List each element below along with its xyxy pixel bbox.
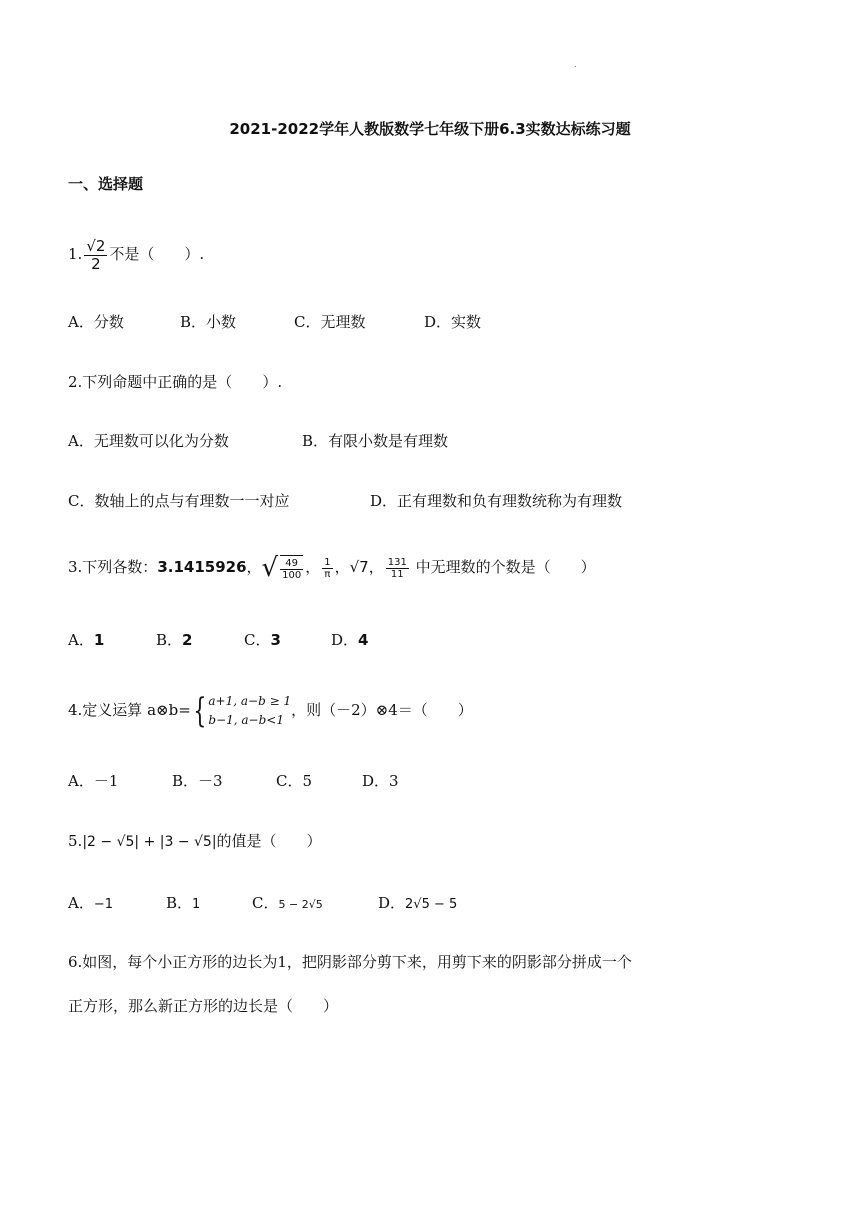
fraction-numerator: 49 <box>280 558 303 570</box>
question-5-suffix: 的值是（ ） <box>216 832 322 850</box>
absolute-value-expression: |2 − √5| + |3 − √5| <box>82 834 217 850</box>
option-a[interactable] <box>68 633 104 648</box>
section-heading: 一、选择题 <box>68 175 144 193</box>
option-value: 2√5 − 5 <box>405 897 458 912</box>
left-brace-icon: { <box>193 691 207 732</box>
option-label: A． <box>68 631 94 649</box>
question-1 <box>68 238 204 272</box>
option-d[interactable]: D．3 <box>362 772 399 790</box>
option-a[interactable] <box>68 896 113 911</box>
question-4-suffix: ，则（－2）⊗4＝（ ） <box>291 701 473 720</box>
fraction-numerator: √2 <box>86 237 106 255</box>
fraction-denominator: π <box>324 568 331 580</box>
page-title: 2021-2022学年人教版数学七年级下册6.3实数达标练习题 <box>229 120 631 138</box>
option-label: A． <box>68 894 94 912</box>
question-2: 2.下列命题中正确的是（ ）. <box>68 373 283 391</box>
question-4 <box>68 692 473 730</box>
option-c[interactable]: C．数轴上的点与有理数一一对应 <box>68 492 290 510</box>
question-6-line1: 6.如图，每个小正方形的边长为1，把阴影部分剪下来，用剪下来的阴影部分拼成一个 <box>68 953 632 971</box>
option-label: B． <box>156 631 183 649</box>
option-d[interactable] <box>331 633 368 648</box>
question-5-number: 5. <box>68 832 83 850</box>
piecewise-cases <box>208 692 291 730</box>
option-label: C． <box>252 894 279 912</box>
option-label: B． <box>166 894 193 912</box>
question-5 <box>68 834 322 849</box>
option-c[interactable] <box>252 896 323 911</box>
fraction-49-100 <box>280 555 303 581</box>
option-value: 1 <box>93 631 105 649</box>
sqrt2-over-2-fraction <box>84 238 107 272</box>
option-b[interactable]: B．－3 <box>172 772 223 790</box>
question-3-suffix: 中无理数的个数是（ ） <box>415 558 596 576</box>
question-6-line2: 正方形，那么新正方形的边长是（ ） <box>68 997 339 1015</box>
decimal-number: 3.1415926 <box>157 558 247 576</box>
option-c[interactable]: C．无理数 <box>294 313 366 331</box>
radical-icon: √ <box>261 553 279 583</box>
option-c[interactable] <box>244 633 281 648</box>
option-value: 2 <box>182 631 193 649</box>
question-1-text: 不是（ ）. <box>109 245 205 263</box>
option-label: C． <box>244 631 271 649</box>
option-b[interactable] <box>166 896 200 911</box>
fraction-numerator: 1 <box>324 556 331 568</box>
sqrt7: √7 <box>349 558 369 576</box>
header-mark: . <box>574 60 577 69</box>
option-value: 4 <box>358 631 369 649</box>
option-d[interactable] <box>378 896 457 911</box>
option-value: 3 <box>270 631 281 649</box>
question-3: 3.下列各数：3.1415926，√ $\frac{49}{100}$ ， $\frac{1}{\pi}$ ，√7， $\frac{131}{11}$ 中无理数的个数是（ ） <box>68 553 596 583</box>
option-b[interactable] <box>156 633 192 648</box>
case-1: a+1, a−b ≥ 1 <box>208 694 292 708</box>
fraction-131-11 <box>386 557 409 580</box>
one-over-pi-fraction <box>322 557 332 580</box>
fraction-numerator: 131 <box>387 556 407 568</box>
question-3-prefix: 3.下列各数： <box>68 558 158 576</box>
option-b[interactable]: B．有限小数是有理数 <box>302 432 449 450</box>
option-value: −1 <box>93 897 114 912</box>
option-d[interactable]: D．实数 <box>424 313 482 331</box>
case-2: b−1, a−b<1 <box>208 713 284 728</box>
fraction-denominator: 2 <box>91 254 101 273</box>
option-a[interactable]: A．无理数可以化为分数 <box>68 432 229 450</box>
option-c[interactable]: C．5 <box>276 772 313 790</box>
option-d[interactable]: D．正有理数和负有理数统称为有理数 <box>370 492 623 510</box>
question-1-number: 1. <box>68 245 83 263</box>
sqrt-fraction <box>262 555 306 581</box>
option-a[interactable]: A．分数 <box>68 313 124 331</box>
fraction-denominator: 11 <box>390 568 404 580</box>
option-label: D． <box>378 894 406 912</box>
fraction-denominator: 100 <box>282 570 302 581</box>
question-4-prefix: 4.定义运算 a⊗b= <box>68 701 191 720</box>
option-label: D． <box>331 631 359 649</box>
option-value: 5 − 2√5 <box>278 898 323 911</box>
option-a[interactable]: A．－1 <box>68 772 119 790</box>
option-b[interactable]: B．小数 <box>180 313 237 331</box>
option-value: 1 <box>192 897 201 912</box>
